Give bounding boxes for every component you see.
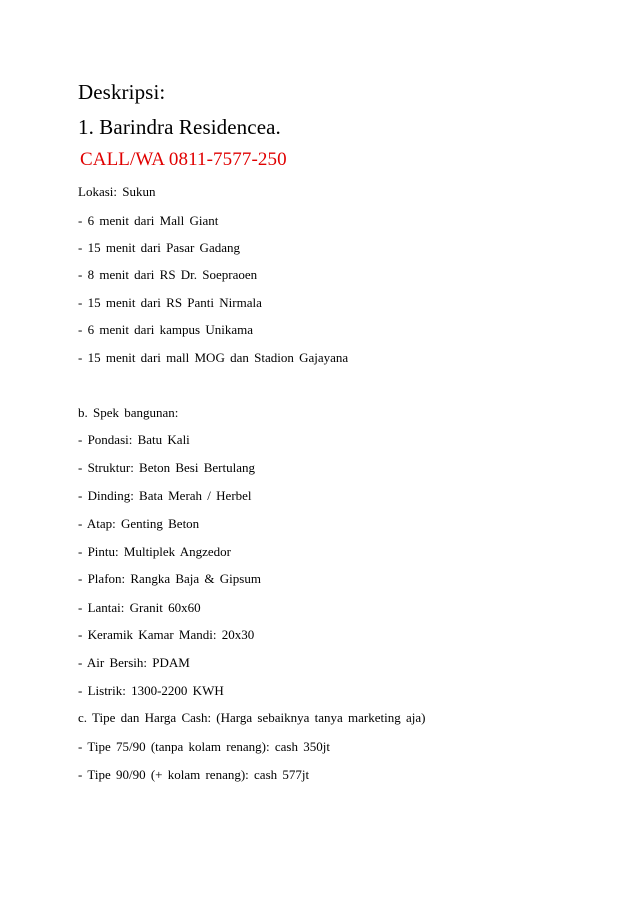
spec-item: - Plafon: Rangka Baja & Gipsum [78, 571, 261, 586]
prices-label: c. Tipe dan Harga Cash: (Harga sebaiknya tanya marketing aja) [78, 710, 426, 725]
price-item: - Tipe 90/90 (+ kolam renang): cash 577jt [78, 767, 310, 782]
location-item: - 8 menit dari RS Dr. Soepraoen [78, 267, 258, 282]
spec-item: - Air Bersih: PDAM [78, 655, 190, 670]
spec-item: - Keramik Kamar Mandi: 20x30 [78, 627, 255, 642]
spec-item: - Dinding: Bata Merah / Herbel [78, 488, 252, 503]
spec-item: - Pintu: Multiplek Angzedor [78, 544, 231, 559]
specs-label: b. Spek bangunan: [78, 405, 179, 420]
spec-item: - Atap: Genting Beton [78, 516, 200, 531]
location-item: - 15 menit dari mall MOG dan Stadion Gajayana [78, 350, 349, 365]
location-item: - 6 menit dari Mall Giant [78, 213, 219, 228]
location-item: - 6 menit dari kampus Unikama [78, 322, 253, 337]
document-title: Deskripsi: [78, 80, 166, 104]
location-item: - 15 menit dari RS Panti Nirmala [78, 295, 262, 310]
spec-item: - Lantai: Granit 60x60 [78, 600, 201, 615]
spec-item: - Listrik: 1300-2200 KWH [78, 683, 224, 698]
location-item: - 15 menit dari Pasar Gadang [78, 240, 240, 255]
contact-line: CALL/WA 0811-7577-250 [80, 149, 287, 170]
location-label: Lokasi: Sukun [78, 184, 156, 199]
spec-item: - Struktur: Beton Besi Bertulang [78, 460, 255, 475]
property-name: 1. Barindra Residencea. [78, 115, 281, 139]
spec-item: - Pondasi: Batu Kali [78, 432, 190, 447]
price-item: - Tipe 75/90 (tanpa kolam renang): cash 350jt [78, 739, 330, 754]
